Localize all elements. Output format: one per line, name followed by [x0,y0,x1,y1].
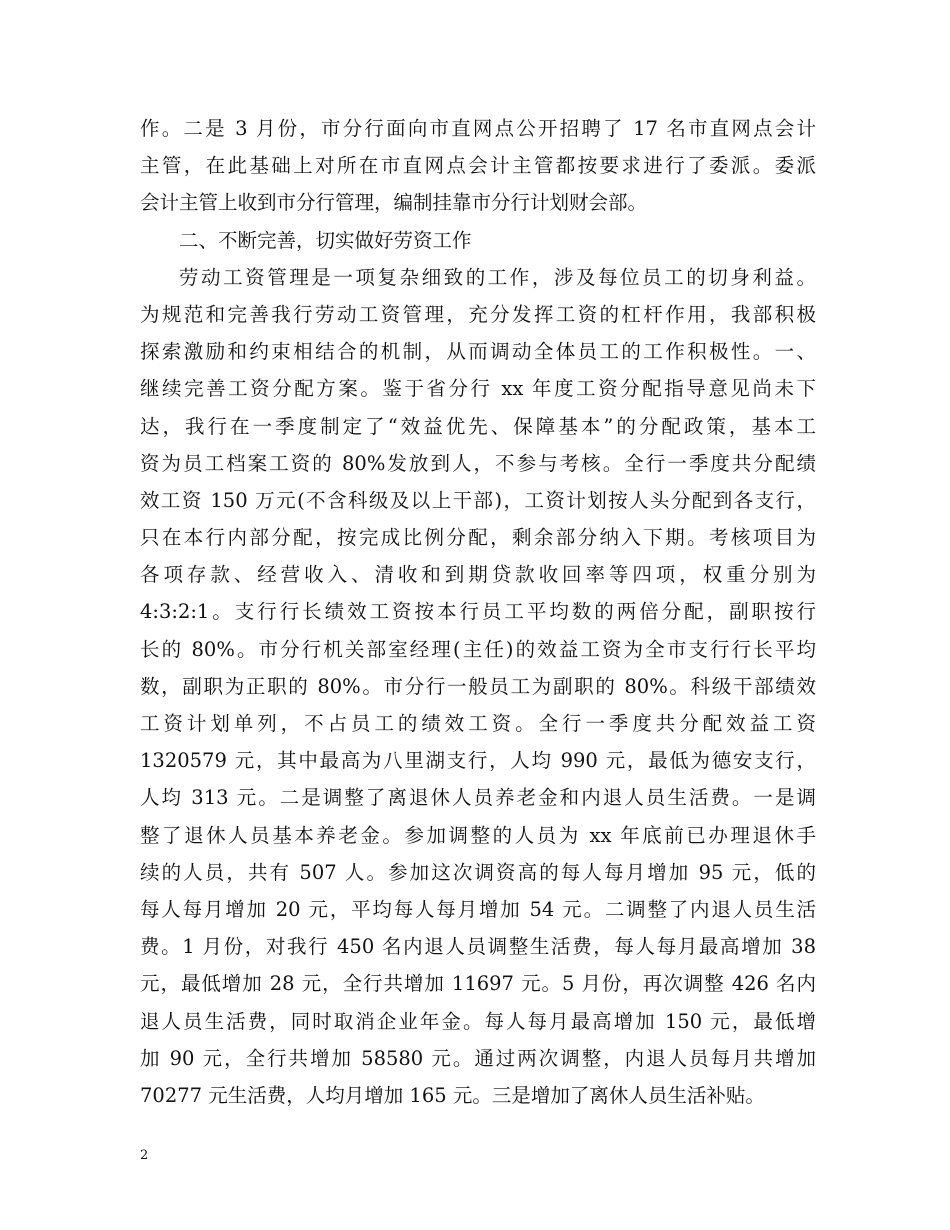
text-line: 只在本行内部分配，按完成比例分配，剩余部分纳入下期。考核项目为 [140,526,816,550]
text-line: 续的人员，共有 507 人。参加这次调资高的每人每月增加 95 元，低的 [140,860,816,884]
text-line: 整了退休人员基本养老金。参加调整的人员为 xx 年底前已办理退休手 [140,823,816,847]
text-line: 各项存款、经营收入、清收和到期贷款收回率等四项，权重分别为 [140,563,816,587]
paragraph-1 [140,110,816,222]
text-line: 元，最低增加 28 元，全行共增加 11697 元。5 月份，再次调整 426 名内 [140,972,816,996]
text-line: 资为员工档案工资的 80%发放到人，不参与考核。全行一季度共分配绩 [140,451,816,475]
text-line: 1320579 元，其中最高为八里湖支行，人均 990 元，最低为德安支行， [140,749,816,773]
text-line: 每人每月增加 20 元，平均每人每月增加 54 元。二调整了内退人员生活 [140,897,816,921]
text-line: 人均 313 元。二是调整了离退休人员养老金和内退人员生活费。一是调 [140,786,816,810]
page-number: 2 [140,1148,149,1163]
section-heading: 二、不断完善，切实做好劳资工作 [179,228,472,252]
text-line: 加 90 元，全行共增加 58580 元。通过两次调整，内退人员每月共增加 [140,1046,816,1070]
document-body [140,110,816,1114]
text-line: 为规范和完善我行劳动工资管理，充分发挥工资的杠杆作用，我部积极 [140,302,816,326]
text-line: 会计主管上收到市分行管理，编制挂靠市分行计划财会部。 [140,191,648,215]
text-line: 效工资 150 万元(不含科级及以上干部)，工资计划按人头分配到各支行， [140,488,816,512]
text-line: 长的 80%。市分行机关部室经理(主任)的效益工资为全市支行行长平均 [140,637,816,661]
text-line: 费。1 月份，对我行 450 名内退人员调整生活费，每人每月最高增加 38 [140,935,816,959]
text-line: 工资计划单列，不占员工的绩效工资。全行一季度共分配效益工资 [140,712,816,735]
text-line: 退人员生活费，同时取消企业年金。每人每月最高增加 150 元，最低增 [140,1009,816,1033]
text-line: 数，副职为正职的 80%。市分行一般员工为副职的 80%。科级干部绩效 [140,674,816,698]
text-line: 达，我行在一季度制定了“效益优先、保障基本”的分配政策，基本工 [140,414,816,438]
text-line: 主管，在此基础上对所在市直网点会计主管都按要求进行了委派。委派 [140,154,816,178]
text-line: 70277 元生活费，人均月增加 165 元。三是增加了离休人员生活补贴。 [140,1083,765,1107]
text-line: 作。二是 3 月份，市分行面向市直网点公开招聘了 17 名市直网点会计 [140,117,816,140]
paragraph-2 [140,259,816,1114]
text-line: 4:3:2:1。支行行长绩效工资按本行员工平均数的两倍分配，副职按行 [140,600,816,624]
text-line: 探索激励和约束相结合的机制，从而调动全体员工的工作积极性。一、 [140,340,816,364]
text-line: 继续完善工资分配方案。鉴于省分行 xx 年度工资分配指导意见尚未下 [140,377,816,401]
text-line: 劳动工资管理是一项复杂细致的工作，涉及每位员工的切身利益。 [179,265,816,289]
